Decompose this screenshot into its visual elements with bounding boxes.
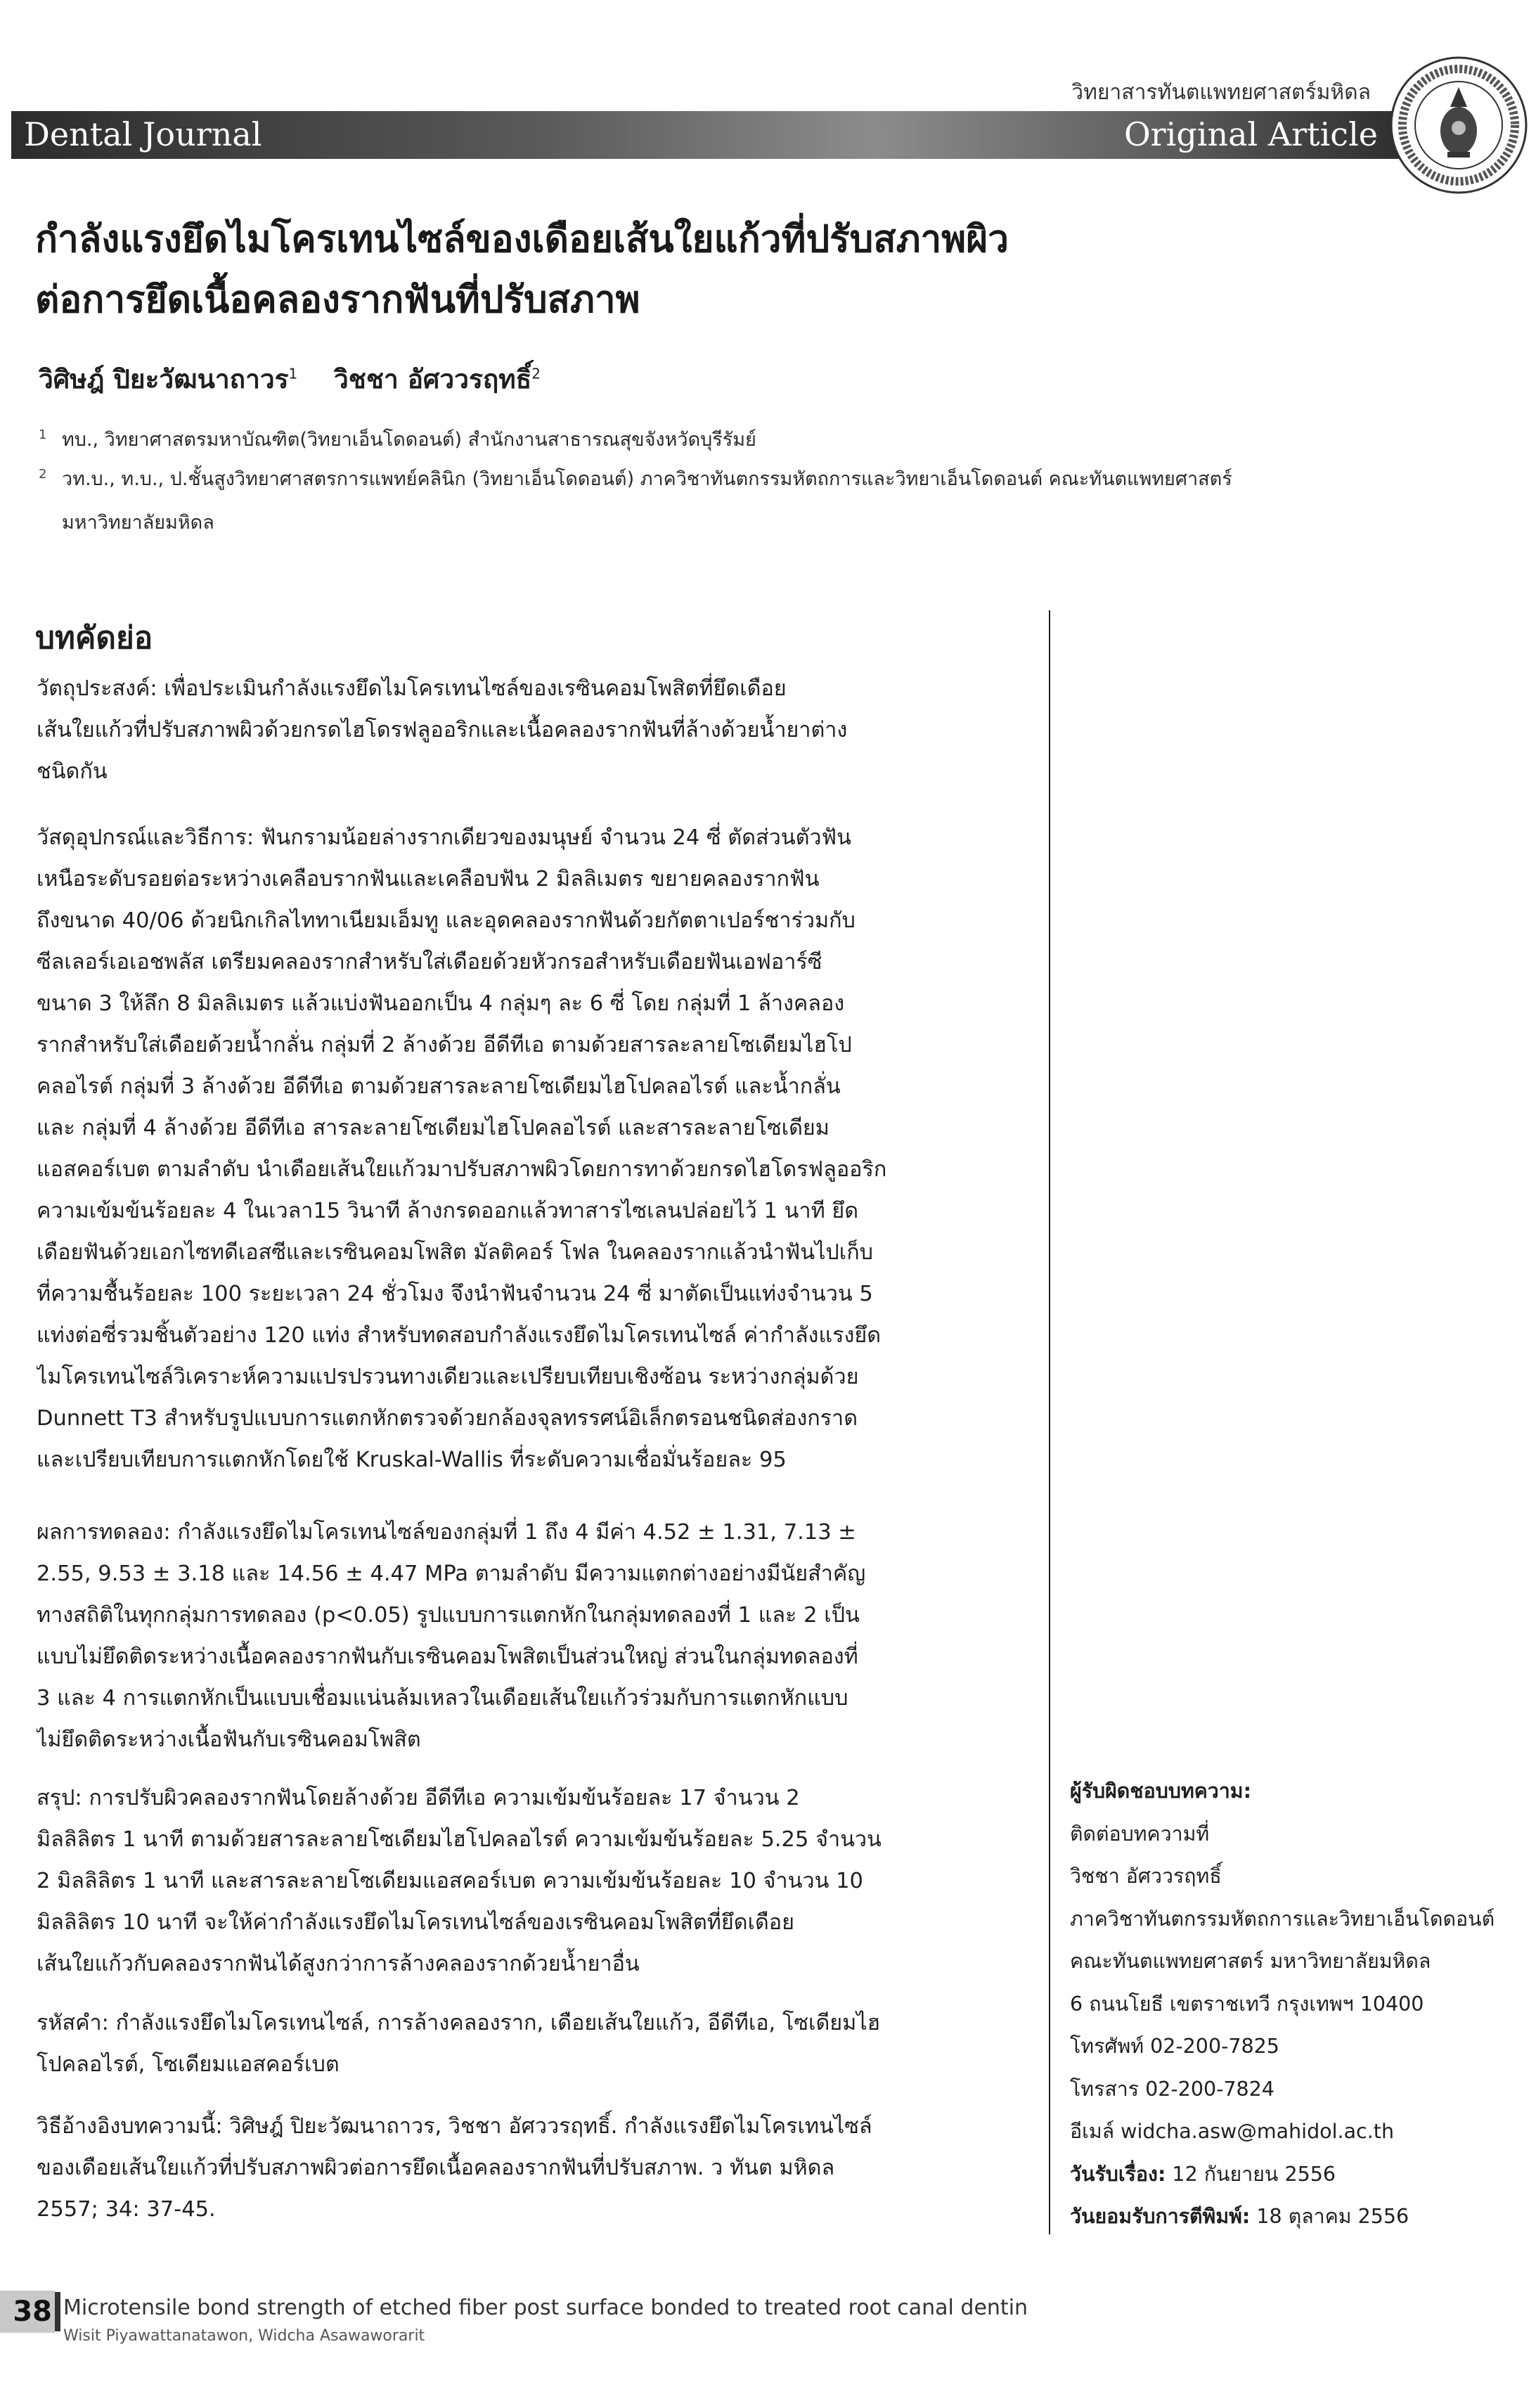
paragraph-line: ที่ความชื้นร้อยละ 100 ระยะเวลา 24 ชั่วโมง จึงนำฟันจำนวน 24 ซี่ มาตัดเป็นแท่งจำนวน 5 — [37, 1282, 873, 1306]
correspondence-block — [1070, 1770, 1527, 2239]
paragraph-line: เส้นใยแก้วที่ปรับสภาพผิวด้วยกรดไฮโดรฟลูออริกและเนื้อคลองรากฟันที่ล้างด้วยน้ำยาต่าง — [37, 718, 848, 742]
author-affiliation-number: 2 — [531, 365, 541, 382]
paragraph-line — [37, 1512, 1035, 1553]
correspondence-line: วิชชา อัศววรฤทธิ์ — [1070, 1865, 1222, 1888]
objective-label: วัตถุประสงค์: — [37, 676, 157, 701]
line-text: ฟันกรามน้อยล่างรากเดียวของมนุษย์ จำนวน 24 ซี่ ตัดส่วนตัวฟัน — [254, 825, 851, 850]
paragraph-line: คลอไรต์ กลุ่มที่ 3 ล้างด้วย อีดีทีเอ ตามด้วยสารละลายโซเดียมไฮโปคลอไรต์ และน้ำกลั่น — [37, 1074, 841, 1099]
objective-paragraph — [37, 668, 1035, 792]
journal-name: วิทยาสารทันตแพทยศาสตร์มหิดล — [1071, 80, 1371, 105]
line-text: กำลังแรงยึดไมโครเทนไซล์, การล้างคลองราก, เดือยเส้นใยแก้ว, อีดีทีเอ, โซเดียมไฮ — [108, 2011, 881, 2035]
affiliation-number: 2 — [39, 467, 47, 482]
received-date — [1070, 2153, 1527, 2196]
paragraph-line: และ กลุ่มที่ 4 ล้างด้วย อีดีทีเอ สารละลายโซเดียมไฮโปคลอไรต์ และสารละลายโซเดียม — [37, 1116, 830, 1140]
paragraph-line — [37, 1777, 1035, 1819]
paragraph-line: 2.55, 9.53 ± 3.18 และ 14.56 ± 4.47 MPa ตามลำดับ มีความแตกต่างอย่างมีนัยสำคัญ — [37, 1562, 866, 1586]
paragraph-line: แอสคอร์เบต ตามลำดับ นำเดือยเส้นใยแก้วมาปรับสภาพผิวโดยการทาด้วยกรดไฮโดรฟลูออริก — [37, 1157, 887, 1182]
author-affiliation-number: 1 — [288, 365, 298, 382]
paragraph-line: เส้นใยแก้วกับคลองรากฟันได้สูงกว่าการล้างคลองรากด้วยน้ำยาอื่น — [37, 1952, 640, 1976]
paragraph-line — [37, 2106, 1035, 2147]
paragraph-line: มิลลิลิตร 1 นาที ตามด้วยสารละลายโซเดียมไฮโปคลอไรต์ ความเข้มข้นร้อยละ 5.25 จำนวน — [37, 1827, 882, 1852]
paragraph-line — [37, 2002, 1035, 2044]
abstract-heading: บทคัดย่อ — [35, 620, 153, 656]
paragraph-line: ไม่ยึดติดระหว่างเนื้อฟันกับเรซินคอมโพสิต — [37, 1727, 421, 1752]
citation-label: วิธีอ้างอิงบทความนี้: — [37, 2114, 223, 2139]
original-article-label: Original Article — [1123, 115, 1378, 153]
paragraph-line: ทางสถิติในทุกกลุ่มการทดลอง (p<0.05) รูปแบบการแตกหักในกลุ่มทดลองที่ 1 และ 2 เป็น — [37, 1603, 860, 1628]
line-text: วิศิษฎ์ ปิยะวัฒนาถาวร, วิชชา อัศววรฤทธิ์. กำลังแรงยึดไมโครเทนไซล์ — [222, 2114, 872, 2139]
paragraph-line: ขนาด 3 ให้ลึก 8 มิลลิเมตร แล้วแบ่งฟันออกเป็น 4 กลุ่มๆ ละ 6 ซี่ โดย กลุ่มที่ 1 ล้างคลอง — [37, 991, 845, 1016]
paragraph-line: 3 และ 4 การแตกหักเป็นแบบเชื่อมแน่นล้มเหลวในเดือยเส้นใยแก้วร่วมกับการแตกหักแบบ — [37, 1686, 848, 1711]
results-label: ผลการทดลอง: — [37, 1520, 171, 1545]
line-text: การปรับผิวคลองรากฟันโดยล้างด้วย อีดีทีเอ ความเข้มข้นร้อยละ 17 จำนวน 2 — [82, 1786, 800, 1810]
header-banner — [11, 111, 1403, 159]
paragraph-line: แท่งต่อซี่รวมชิ้นตัวอย่าง 120 แท่ง สำหรับทดสอบกำลังแรงยึดไมโครเทนไซล์ ค่ากำลังแรงยึด — [37, 1323, 882, 1348]
paragraph-line: ซีลเลอร์เอเอชพลัส เตรียมคลองรากสำหรับใส่เดือยด้วยหัวกรอสำหรับเดือยฟันเอฟอาร์ซี — [37, 950, 822, 974]
paragraph-line: ถึงขนาด 40/06 ด้วยนิกเกิลไททาเนียมเอ็มทู และอุดคลองรากฟันด้วยกัตตาเปอร์ชาร่วมกับ — [37, 908, 856, 933]
correspondence-line: ภาควิชาทันตกรรมหัตถการและวิทยาเอ็นโดดอนต์ — [1070, 1907, 1495, 1931]
conclusion-paragraph — [37, 1777, 1035, 1985]
paragraph-line: เดือยฟันด้วยเอกไซทดีเอสซีและเรซินคอมโพสิต มัลติคอร์ โฟล ในคลองรากแล้วนำฟันไปเก็บ — [37, 1240, 874, 1265]
column-divider — [1049, 610, 1050, 2234]
accepted-value: 18 ตุลาคม 2556 — [1250, 2205, 1409, 2228]
paragraph-line: ไมโครเทนไซล์วิเคราะห์ความแปรปรวนทางเดียวและเปรียบเทียบเชิงซ้อน ระหว่างกลุ่มด้วย — [37, 1365, 859, 1389]
citation-paragraph — [37, 2106, 1035, 2230]
author-list — [39, 359, 541, 400]
author-name: วิศิษฎ์ ปิยะวัฒนาถาวร — [39, 364, 289, 394]
paragraph-line: แบบไม่ยึดติดระหว่างเนื้อคลองรากฟันกับเรซินคอมโพสิตเป็นส่วนใหญ่ ส่วนในกลุ่มทดลองที่ — [37, 1644, 858, 1669]
line-text: เพื่อประเมินกำลังแรงยึดไมโครเทนไซล์ของเรซินคอมโพสิตที่ยึดเดือย — [157, 676, 787, 701]
affiliation-text: มหาวิทยาลัยมหิดล — [62, 512, 214, 534]
correspondence-email: อีเมล์ widcha.asw@mahidol.ac.th — [1070, 2120, 1395, 2143]
article-title — [35, 210, 1371, 330]
keywords-paragraph — [37, 2002, 1035, 2085]
received-label: วันรับเรื่อง: — [1070, 2162, 1166, 2186]
results-paragraph — [37, 1512, 1035, 1760]
affiliation-text: ทบ., วิทยาศาสตรมหาบัณฑิต(วิทยาเอ็นโดดอนต์) สำนักงานสาธารณสุขจังหวัดบุรีรัมย์ — [62, 429, 756, 451]
affiliation-text: วท.บ., ท.บ., ป.ชั้นสูงวิทยาศาสตรการแพทย์คลินิก (วิทยาเอ็นโดดอนต์) ภาควิชาทันตกรรมหัตถการและวิทยาเอ็นโดดอนต์ คณะทันตแพทยศาสตร์ — [62, 468, 1232, 490]
paragraph-line: และเปรียบเทียบการแตกหักโดยใช้ Kruskal-Wallis ที่ระดับความเชื่อมั่นร้อยละ 95 — [37, 1448, 787, 1472]
line-text: กำลังแรงยึดไมโครเทนไซล์ของกลุ่มที่ 1 ถึง 4 มีค่า 4.52 ± 1.31, 7.13 ± — [170, 1520, 856, 1545]
paragraph-line: ของเดือยเส้นใยแก้วที่ปรับสภาพผิวต่อการยึดเนื้อคลองรากฟันที่ปรับสภาพ. ว ทันต มหิดล — [37, 2156, 835, 2180]
keywords-label: รหัสคำ: — [37, 2011, 109, 2035]
accepted-label: วันยอมรับการตีพิมพ์: — [1070, 2205, 1251, 2228]
paragraph-line: ความเข้มข้นร้อยละ 4 ในเวลา15 วินาที ล้างกรดออกแล้วทาสารไซเลนปล่อยไว้ 1 นาที ยึด — [37, 1199, 859, 1223]
correspondence-line: คณะทันตแพทยศาสตร์ มหาวิทยาลัยมหิดล — [1070, 1950, 1431, 1973]
english-title: Microtensile bond strength of etched fiber post surface bonded to treated root canal dentin — [63, 2296, 1028, 2320]
paragraph-line: โปคลอไรต์, โซเดียมแอสคอร์เบต — [37, 2052, 340, 2077]
title-line: ต่อการยึดเนื้อคลองรากฟันที่ปรับสภาพ — [35, 278, 640, 321]
correspondence-line: 6 ถนนโยธี เขตราชเทวี กรุงเทพฯ 10400 — [1070, 1992, 1424, 2016]
paragraph-line — [37, 817, 1035, 858]
english-authors: Wisit Piyawattanatawon, Widcha Asawaworarit — [63, 2327, 425, 2345]
page-number: 38 — [0, 2291, 55, 2333]
dental-journal-label: Dental Journal — [24, 115, 262, 153]
correspondence-line: โทรศัพท์ 02-200-7825 — [1070, 2035, 1279, 2058]
paragraph-line: ชนิดกัน — [37, 759, 108, 784]
title-line: กำลังแรงยึดไมโครเทนไซล์ของเดือยเส้นใยแก้วที่ปรับสภาพผิว — [35, 218, 1009, 261]
correspondence-line: โทรสาร 02-200-7824 — [1070, 2077, 1274, 2101]
author-name: วิชชา อัศววรฤทธิ์ — [334, 364, 532, 394]
paragraph-line: เหนือระดับรอยต่อระหว่างเคลือบรากฟันและเคลือบฟัน 2 มิลลิเมตร ขยายคลองรากฟัน — [37, 867, 820, 891]
correspondence-line: ติดต่อบทความที่ — [1070, 1822, 1210, 1846]
correspondence-heading: ผู้รับผิดชอบบทความ: — [1070, 1779, 1251, 1803]
paragraph-line: 2557; 34: 37-45. — [37, 2197, 216, 2222]
methods-paragraph — [37, 817, 1035, 1481]
paragraph-line — [37, 668, 1035, 709]
paragraph-line: Dunnett T3 สำหรับรูปแบบการแตกหักตรวจด้วยกล้องจุลทรรศน์อิเล็กตรอนชนิดส่องกราด — [37, 1406, 858, 1431]
paragraph-line: รากสำหรับใส่เดือยด้วยน้ำกลั่น กลุ่มที่ 2 ล้างด้วย อีดีทีเอ ตามด้วยสารละลายโซเดียมไฮโป — [37, 1033, 852, 1057]
affiliation-number: 1 — [39, 427, 47, 442]
methods-label: วัสดุอุปกรณ์และวิธีการ: — [37, 825, 254, 850]
received-value: 12 กันยายน 2556 — [1166, 2162, 1336, 2186]
paragraph-line: 2 มิลลิลิตร 1 นาที และสารละลายโซเดียมแอสคอร์เบต ความเข้มข้นร้อยละ 10 จำนวน 10 — [37, 1869, 863, 1893]
mahidol-seal-icon — [1388, 55, 1529, 195]
conclusion-label: สรุป: — [37, 1786, 82, 1810]
paragraph-line: มิลลิลิตร 10 นาที จะให้ค่ากำลังแรงยึดไมโครเทนไซล์ของเรซินคอมโพสิตที่ยึดเดือย — [37, 1910, 794, 1935]
accepted-date — [1070, 2196, 1527, 2239]
footer-divider — [55, 2292, 60, 2331]
